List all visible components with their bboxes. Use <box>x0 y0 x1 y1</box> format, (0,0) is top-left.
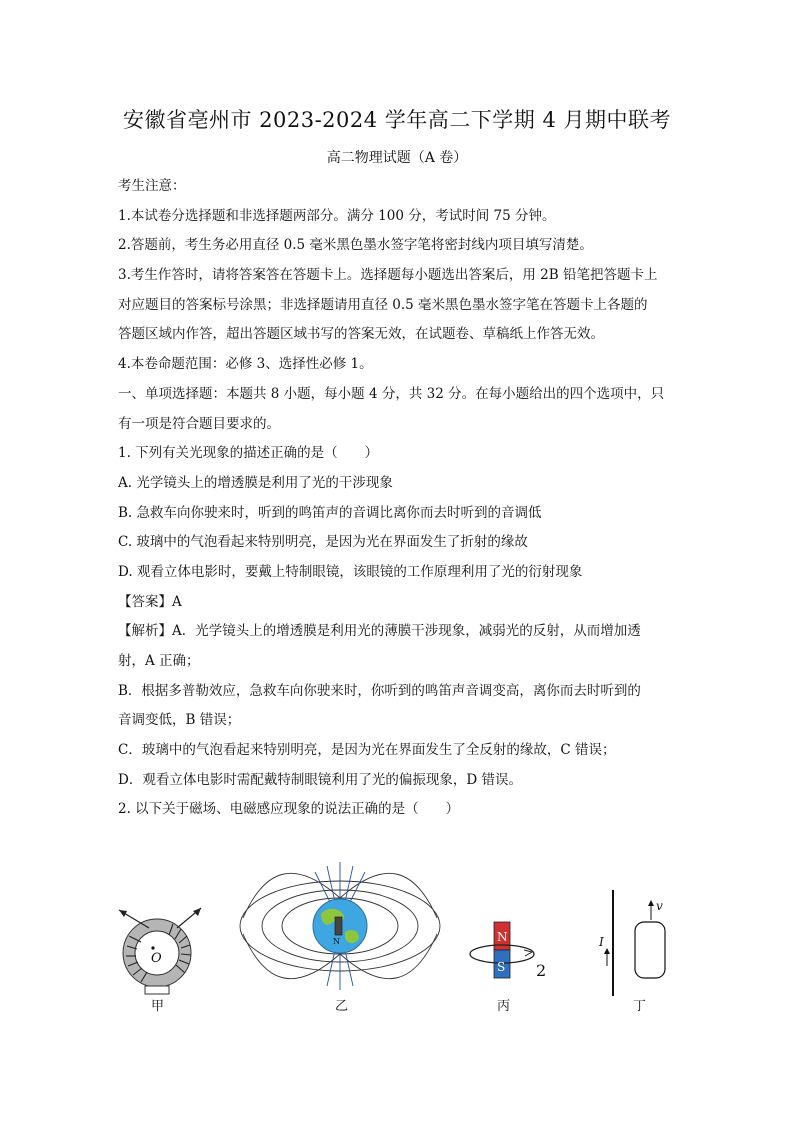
figure-yi-pole-letter: N <box>333 937 340 946</box>
body-text <box>118 176 678 829</box>
figure-bing-label: 丙 <box>497 999 511 1014</box>
figure-yi-earth-field <box>235 858 445 993</box>
figure-jia-center-letter: O <box>151 951 162 966</box>
figure-ding-velocity-letter: v <box>656 899 663 913</box>
text-line: 4.本卷命题范围：必修 3、选择性必修 1。 <box>118 356 373 373</box>
section-heading: 一、单项选择题：本题共 8 小题，每小题 4 分，共 32 分。在每小题给出的四个选项中，只 <box>118 385 665 402</box>
option-d: D. 观看立体电影时，要戴上特制眼镜，该眼镜的工作原理利用了光的衍射现象 <box>118 563 583 580</box>
analysis-line: B．根据多普勒效应，急救车向你驶来时，你听到的鸣笛声音调变高，离你而去时听到的 <box>118 682 641 699</box>
option-c: C. 玻璃中的气泡看起来特别明亮，是因为光在界面发生了折射的缘故 <box>118 534 528 551</box>
option-b: B. 急救车向你驶来时，听到的鸣笛声的音调比离你而去时听到的音调低 <box>118 504 542 521</box>
answer-line: 【答案】A <box>118 593 182 610</box>
figure-ding-current-letter: I <box>599 935 604 949</box>
figure-bing-south-letter: S <box>497 960 506 974</box>
analysis-line: C．玻璃中的气泡看起来特别明亮，是因为光在界面发生了全反射的缘故，C 错误； <box>118 742 616 759</box>
figure-ding-wire-loop <box>585 888 685 1003</box>
question-stem: 2. 以下关于磁场、电磁感应现象的说法正确的是（ ） <box>118 801 460 818</box>
text-line: 1.本试卷分选择题和非选择题两部分。满分 100 分，考试时间 75 分钟。 <box>118 207 556 224</box>
analysis-line: 音调变低，B 错误； <box>118 712 241 729</box>
document-title: 安徽省亳州市 2023-2024 学年高二下学期 4 月期中联考 <box>122 108 672 132</box>
question-stem: 1. 下列有关光现象的描述正确的是（ ） <box>118 445 379 462</box>
text-line: 对应题目的答案标号涂黑；非选择题请用直径 0.5 毫米黑色墨水签字笔在答题卡上各题的 <box>118 296 648 313</box>
figure-bing-magnet-ring <box>460 920 550 995</box>
analysis-line: 射，A 正确； <box>118 653 200 669</box>
text-line: 考生注意： <box>118 178 186 194</box>
figure-bing-number: 2 <box>536 961 547 980</box>
figure-bing-north-letter: N <box>497 930 508 944</box>
text-line: 2.答题前，考生务必用直径 0.5 毫米黑色墨水签字笔将密封线内项目填写清楚。 <box>118 237 593 254</box>
figure-jia-toroid <box>115 898 205 998</box>
figure-yi-label: 乙 <box>335 999 349 1014</box>
figure-jia-label: 甲 <box>151 999 165 1014</box>
option-a: A. 光学镜头上的增透膜是利用了光的干涉现象 <box>118 474 393 491</box>
text-line: 答题区域内作答，超出答题区域书写的答案无效，在试题卷、草稿纸上作答无效。 <box>118 326 604 343</box>
analysis-line: D．观看立体电影时需配戴特制眼镜利用了光的偏振现象，D 错误。 <box>118 771 522 788</box>
document-subtitle: 高二物理试题（A 卷） <box>326 150 468 166</box>
text-line: 3.考生作答时，请将答案答在答题卡上。选择题每小题选出答案后，用 2B 铅笔把答题卡上 <box>118 267 658 284</box>
analysis-line: 【解析】A．光学镜头上的增透膜是利用光的薄膜干涉现象，减弱光的反射，从而增加透 <box>118 623 641 640</box>
section-heading: 有一项是符合题目要求的。 <box>118 415 280 432</box>
question-figures <box>115 858 685 1028</box>
figure-ding-label: 丁 <box>633 999 647 1014</box>
